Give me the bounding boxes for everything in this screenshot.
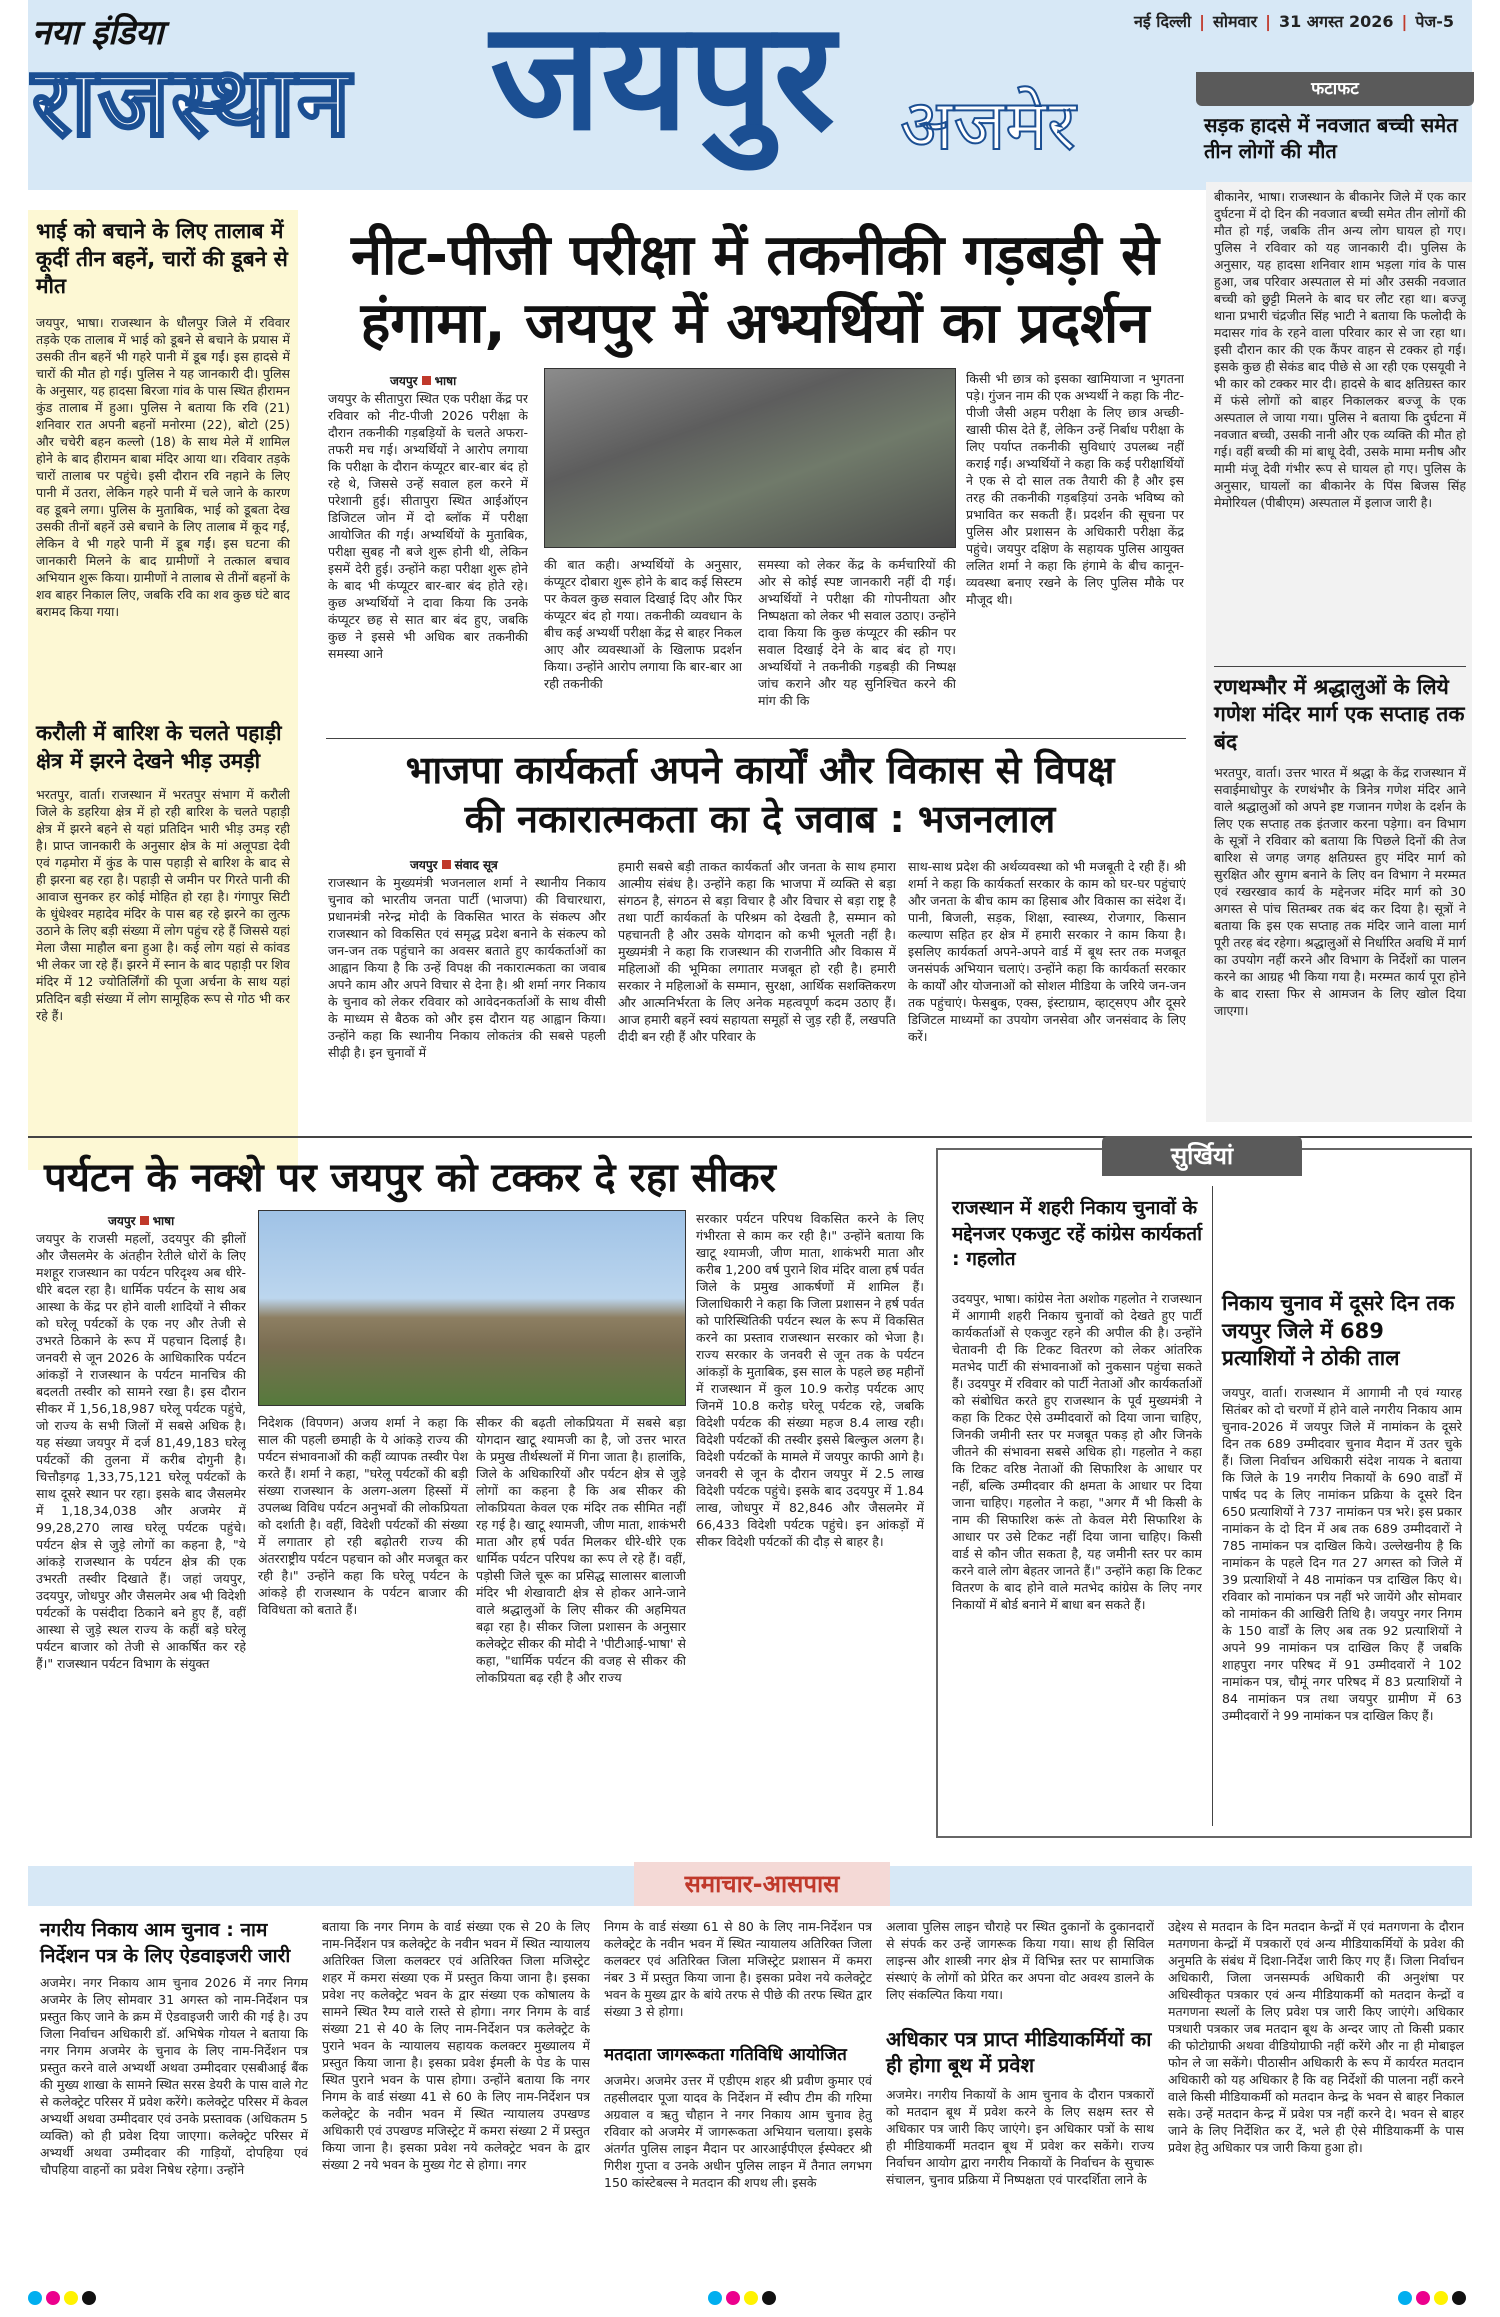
aaspas-col2: बताया कि नगर निगम के वार्ड संख्या एक से 20 के लिए नाम-निर्देशन पत्र कलेक्ट्रेट के नवीन भवन में स्थित न्यायालय अतिरिक्त जिला कलक्टर एवं अतिरिक्त जिला मजिस्ट्रेट शहर में कमरा संख्या एक में प्रस्तुत किया जाना है। इसका प्रवेश नए कलेक्ट्रेट भवन के द्वार संख्या एक कोषालय के सामने स्थित रैम्प वाले रास्ते से होगा। नगर निगम के वार्ड संख्या 21 से 40 के लिए नाम-निर्देशन पत्र कलेक्ट्रेट के पुराने भवन के न्यायालय सहायक कलक्टर मुख्यालय में प्रस्तुत किया जाना है। इसका प्रवेश ईमली के पेड के पास स्थित पुराने भवन के पास होगा। उन्होंने बताया कि नगर निगम के वार्ड संख्या 41 से 60 के लिए नाम-निर्देशन पत्र कलेक्ट्रेट के नवीन भवन में स्थित न्यायालय उपखण्ड अधिकारी एवं उपखण्ड मजिस्ट्रेट में कमरा संख्या 2 में प्रस्तुत किया जाना है। इसका प्रवेश नये कलेक्ट्रेट भवन के द्वार संख्या 2 नये भवन के मुख्य गेट से होगा। नगर <box>322 1919 590 2172</box>
bjp-headline-line2: की नकारात्मकता का दे जवाब : भजनलाल <box>464 796 1056 841</box>
protest-photo <box>544 368 956 548</box>
dateline-date: 31 अगस्त 2026 <box>1278 12 1394 31</box>
left-story2-headline: करौली में बारिश के चलते पहाड़ी क्षेत्र में झरने देखने भीड़ उमड़ी <box>36 721 282 773</box>
fatafat-label: फटाफट <box>1196 72 1474 106</box>
lead-col3: किसी भी छात्र को इसका खामियाजा न भुगतना पड़े। गुंजन नाम की एक अभ्यर्थी ने कहा कि नीट-पीजी जैसी अहम परीक्षा के लिए छात्र अच्छी-खासी फीस देते हैं, लेकिन उन्हें निर्बाध परीक्षा के लिए पर्याप्त तकनीकी सुविधाएं उपलब्ध नहीं कराई गईं। अभ्यर्थियों ने कहा कि कई परीक्षार्थियों ने एक से दो साल तक तैयारी की है और इस तरह की तकनीकी गड़बड़ियां उनके भविष्य को प्रभावित कर सकती हैं। प्रदर्शन की सूचना पर पुलिस और प्रशासन के अधिकारी परीक्षा केंद्र पहुंचे। जयपुर दक्षिण के सहायक पुलिस आयुक्त ललित शर्मा ने कहा कि हंगामे के बीच कानून-व्यवस्था बनाए रखने के लिए पुलिस मौके पर मौजूद थी। <box>966 371 1184 607</box>
yellow-dot <box>1434 2291 1448 2305</box>
sikar-col2: निदेशक (विपणन) अजय शर्मा ने कहा कि साल की पहली छमाही के ये आंकड़े राज्य की पर्यटन संभावनाओं की कहीं व्यापक तस्वीर पेश करते हैं। शर्मा ने कहा, "घरेलू पर्यटकों की बड़ी संख्या राजस्थान के अलग-अलग हिस्सों में उपलब्ध विविध पर्यटन अनुभवों की लोकप्रियता को दर्शाती है। वहीं, विदेशी पर्यटकों की संख्या में लगातार हो रही बढ़ोतरी राज्य की अंतरराष्ट्रीय पर्यटन पहचान को और मजबूत कर रही है।" उन्होंने कहा कि घरेलू पर्यटन के आंकड़े ही राजस्थान के पर्यटन बाजार की विविधता को बताते हैं। <box>258 1415 468 1617</box>
cyan-dot <box>708 2291 722 2305</box>
black-dot <box>1452 2291 1466 2305</box>
registration-marks <box>28 2290 1472 2310</box>
bjp-col3: साथ-साथ प्रदेश की अर्थव्यवस्था को भी मजबूती दे रही हैं। श्री शर्मा ने कहा कि कार्यकर्ता सरकार के काम को घर-घर पहुंचाएं और जनता के बीच काम का हिसाब और विकास का संदेश दें। पानी, बिजली, सड़क, शिक्षा, स्वास्थ्य, रोजगार, किसान कल्याण सहित हर क्षेत्र में हमारी सरकार ने काम किया है। इसलिए कार्यकर्ता अपने-अपने वार्ड में बूथ स्तर तक मजबूत जनसंपर्क अभियान चलाएं। उन्होंने कहा कि कार्यकर्ता सरकार के कार्यों और योजनाओं को सोशल मीडिया के जरिये जन-जन तक पहुंचाएं। फेसबुक, एक्स, इंस्टाग्राम, व्हाट्सएप और दूसरे डिजिटल माध्यमों का उपयोग जनसेवा और जनसंवाद के लिए करें। <box>908 859 1186 1044</box>
dateline-sep: | <box>1265 12 1271 31</box>
dateline-page: पेज-5 <box>1415 12 1455 31</box>
black-dot <box>82 2291 96 2305</box>
aaspas-label: समाचार-आसपास <box>634 1862 890 1906</box>
lead-col2a: की बात कही। अभ्यर्थियों के अनुसार, कंप्यूटर दोबारा शुरू होने के बाद कई सिस्टम पर केवल कुछ सवाल दिखाई दिए और फिर कंप्यूटर बंद हो गया। तकनीकी व्यवधान के बीच कई अभ्यर्थी परीक्षा केंद्र से बाहर निकल आए और व्यवस्थाओं के खिलाफ प्रदर्शन किया। उन्होंने आरोप लगाया कि बार-बार आ रही तकनीकी <box>544 557 742 691</box>
surkhiyan-story1-headline: राजस्थान में शहरी निकाय चुनावों के मद्देनजर एकजुट रहें कांग्रेस कार्यकर्ता : गहलोत <box>952 1197 1203 1271</box>
bjp-headline <box>330 746 1190 843</box>
dateline-city: नई दिल्ली <box>1134 12 1192 31</box>
sikar-col3: सीकर की बढ़ती लोकप्रियता में सबसे बड़ा योगदान खाटू श्यामजी का है, जो उत्तर भारत के प्रमुख तीर्थस्थलों में गिना जाता है। हालांकि, जिले के अधिकारियों और पर्यटन क्षेत्र से जुड़े लोगों का कहना है कि अब सीकर की लोकप्रियता केवल एक मंदिर तक सीमित नहीं रह गई है। खाटू श्यामजी, जीण माता, शाकंभरी माता और हर्ष पर्वत मिलकर धीरे-धीरे एक धार्मिक पर्यटन परिपथ का रूप ले रहे हैं। वहीं, पड़ोसी जिले चूरू का प्रसिद्ध सालासर बालाजी मंदिर भी शेखावाटी क्षेत्र से होकर आने-जाने वाले श्रद्धालुओं के लिए सीकर की अहमियत बढ़ा रहा है। सीकर जिला प्रशासन के अनुसार कलेक्ट्रेट सीकर की मोदी ने 'पीटीआई-भाषा' से कहा, "धार्मिक पर्यटन की वजह से सीकर की लोकप्रियता बढ़ रही है और राज्य <box>476 1415 686 1685</box>
left-story1-headline: भाई को बचाने के लिए तालाब में कूदीं तीन बहनें, चारों की डूबने से मौत <box>36 219 288 299</box>
edition-city-main: जयपुर <box>490 0 835 164</box>
cyan-dot <box>28 2291 42 2305</box>
black-dot <box>762 2291 776 2305</box>
aaspas-story2-headline: मतदाता जागरूकता गतिविधि आयोजित <box>604 2045 847 2065</box>
bjp-headline-line1: भाजपा कार्यकर्ता अपने कार्यों और विकास से विपक्ष <box>405 748 1115 792</box>
surkhiyan-label: सुर्खियां <box>1102 1136 1302 1176</box>
registration-right <box>1398 2290 1470 2309</box>
bjp-col1: राजस्थान के मुख्यमंत्री भजनलाल शर्मा ने स्थानीय निकाय चुनाव को भारतीय जनता पार्टी (भाजपा) की विचारधारा, प्रधानमंत्री नरेन्द्र मोदी के विकसित भारत के संकल्प और राजस्थान को विकसित एवं समृद्ध प्रदेश बनाने के संकल्प को जन-जन तक पहुंचाने का अवसर बताते हुए कार्यकर्ताओं का आह्वान किया है कि उन्हें विपक्ष की नकारात्मकता का जवाब अपने काम और अपने विचार से देना है। श्री शर्मा नगर निकाय के चुनाव को लेकर रविवार को आवेदनकर्ताओं के साथ वीसी के माध्यम से बैठक को और इस दौरान यह आह्वान किया। उन्होंने कहा कि स्थानीय निकाय लोकतंत्र की सबसे पहली सीढ़ी है। इन चुनावों में <box>328 875 606 1060</box>
ganesh-headline: रणथम्भौर में श्रद्धालुओं के लिये गणेश मंदिर मार्ग एक सप्ताह तक बंद <box>1214 675 1465 754</box>
divider <box>326 738 1186 739</box>
magenta-dot <box>1416 2291 1430 2305</box>
cyan-dot <box>1398 2291 1412 2305</box>
aaspas-col3a: निगम के वार्ड संख्या 61 से 80 के लिए नाम-निर्देशन पत्र कलेक्ट्रेट के नवीन भवन में स्थित न्यायालय अतिरिक्त जिला कलक्टर एवं अतिरिक्त जिला मजिस्ट्रेट प्रशासन में कमरा नंबर 3 में प्रस्तुत किया जाना है। इसका प्रवेश नये कलेक्ट्रेट भवन के मुख्य द्वार के बांये तरफ से पीछे की तरफ स्थित द्वार संख्या 3 से होगा। <box>604 1919 872 2019</box>
newspaper-logo: नया इंडिया <box>32 13 164 53</box>
lead-headline <box>320 222 1190 359</box>
byline-place: जयपुर <box>108 1214 136 1228</box>
sikar-byline <box>108 1212 174 1229</box>
magenta-dot <box>46 2291 60 2305</box>
aaspas-col4a: अलावा पुलिस लाइन चौराहे पर स्थित दुकानों के दुकानदारों से संपर्क कर उन्हें जागरूक किया गया। साथ ही सिविल लाइन्स और शास्त्री नगर क्षेत्र में विभिन्न स्तर पर सामाजिक संस्थाएं के लोगों को प्रेरित कर अपना वोट अवश्य डालने के लिए संकल्पित किया गया। <box>886 1919 1154 2002</box>
edition-city-sub: अजमेर <box>900 84 1076 166</box>
sikar-col4: सरकार पर्यटन परिपथ विकसित करने के लिए गंभीरता से काम कर रही है।" उन्होंने बताया कि खाटू श्यामजी, जीण माता, शाकंभरी माता और करीब 1,200 वर्ष पुराने शिव मंदिर वाला हर्ष पर्वत जिले के प्रमुख आकर्षणों में शामिल हैं। जिलाधिकारी ने कहा कि जिला प्रशासन ने हर्ष पर्वत को पारिस्थितिकी पर्यटन स्थल के रूप में विकसित करने का प्रस्ताव राजस्थान सरकार को भेजा है। राज्य सरकार के जनवरी से जून तक के पर्यटन आंकड़ों के मुताबिक, इस साल के पहले छह महीनों में राजस्थान में कुल 10.9 करोड़ पर्यटक आए जिनमें 10.8 करोड़ घरेलू पर्यटक रहे, जबकि विदेशी पर्यटक की संख्या महज 8.4 लाख रही। विदेशी पर्यटकों की तस्वीर इससे बिल्कुल अलग है। विदेशी पर्यटकों के मामले में जयपुर काफी आगे है। जनवरी से जून के दौरान जयपुर में 2.5 लाख विदेशी पर्यटक पहुंचे। इसके बाद उदयपुर में 1.84 लाख, जोधपुर में 82,846 और जैसलमेर में 66,433 विदेशी पर्यटक पहुंचे। इन आंकड़ों में सीकर विदेशी पर्यटकों की दौड़ से बाहर है। <box>696 1211 924 1549</box>
dateline-sep: | <box>1199 12 1205 31</box>
sikar-col1: जयपुर के राजसी महलों, उदयपुर की झीलों और जैसलमेर के अंतहीन रेतीले धोरों के लिए मशहूर राजस्थान का पर्यटन परिदृश्य अब धीरे-धीरे बदल रहा है। धार्मिक पर्यटन के साथ अब आस्था के केंद्र पर होने वाली शादियों ने सीकर को घरेलू पर्यटकों के एक नए और तेजी से उभरते ठिकाने के रूप में पहचान दिलाई है। जनवरी से जून 2026 के आधिकारिक पर्यटन आंकड़ों ने राजस्थान के पर्यटन मानचित्र की बदलती तस्वीर को सामने रखा है। इस दौरान सीकर में 1,56,18,987 घरेलू पर्यटक पहुंचे, जो राज्य के सभी जिलों में सबसे अधिक है। यह संख्या जयपुर में दर्ज 81,49,183 घरेलू पर्यटकों की तुलना में करीब दोगुनी है। चित्तौड़गढ़ 1,33,75,121 घरेलू पर्यटकों के साथ दूसरे स्थान पर रहा। इसके बाद जैसलमेर में 1,18,34,038 और अजमेर में 99,28,270 लाख घरेलू पर्यटक पहुंचे। पर्यटन क्षेत्र से जुड़े लोगों का कहना है, "ये आंकड़े राजस्थान के पर्यटन क्षेत्र की एक उभरती तस्वीर दिखाते हैं। जहां जयपुर, उदयपुर, जोधपुर और जैसलमेर अब भी विदेशी पर्यटकों के पसंदीदा ठिकाने बने हुए हैं, वहीं आस्था से जुड़े स्थल राज्य के कहीं बड़े घरेलू पर्यटन बाजार को तेजी से आकर्षित कर रहे हैं।" राजस्थान पर्यटन विभाग के संयुक्त <box>36 1231 246 1671</box>
byline-agency: संवाद सूत्र <box>454 858 498 872</box>
sikar-headline: पर्यटन के नक्शे पर जयपुर को टक्कर दे रहा सीकर <box>44 1155 776 1201</box>
fatafat-headline: सड़क हादसे में नवजात बच्ची समेत तीन लोगों की मौत <box>1204 113 1458 163</box>
byline-marker <box>422 376 431 385</box>
lead-headline-line2: हंगामा, जयपुर में अभ्यर्थियों का प्रदर्शन <box>360 291 1150 357</box>
left-story1-body: जयपुर, भाषा। राजस्थान के धौलपुर जिले में रविवार तड़के एक तालाब में भाई को डूबने से बचाने के प्रयास में उसकी तीन बहनें भी गहरे पानी में डूब गईं। इस हादसे में चारों की मौत हो गई। पुलिस ने यह जानकारी दी। पुलिस के अनुसार, यह हादसा बिरजा गांव के पास स्थित हीरामन कुंड तालाब में हुआ। पुलिस ने बताया कि रवि (21) शनिवार रात अपनी बहनों मनोरमा (22), बोटो (25) और चचेरी बहन कल्लो (18) के साथ मेले में शामिल होने के बाद हीरामन बाबा मंदिर आया था। रविवार तड़के चारों तालाब पर पहुंचे। इसी दौरान रवि नहाने के लिए पानी में उतरा, लेकिन गहरे पानी में चले जाने के कारण वह डूबने लगा। पुलिस के मुताबिक, भाई को डूबता देख उसकी तीनों बहनें उसे बचाने के लिए तालाब में कूद गईं, लेकिन वे भी गहरे पानी में डूब गईं। इस घटना की जानकारी मिलने के बाद ग्रामीणों ने तत्काल बचाव अभियान शुरू किया। ग्रामीणों ने तालाब से तीनों बहनों के शव बाहर निकाल लिए, जबकि रवि का शव कुछ घंटे बाद बरामद किया गया। <box>36 315 290 619</box>
surkhiyan-story1-body: उदयपुर, भाषा। कांग्रेस नेता अशोक गहलोत ने राजस्थान में आगामी शहरी निकाय चुनावों को देखते हुए पार्टी कार्यकर्ताओं से एकजुट रहने की अपील की है। उन्होंने चेतावनी दी कि टिकट वितरण को लेकर आंतरिक मतभेद पार्टी की संभावनाओं को नुकसान पहुंचा सकते हैं। उदयपुर में रविवार को पार्टी नेताओं और कार्यकर्ताओं को संबोधित करते हुए राजस्थान के पूर्व मुख्यमंत्री ने कहा कि टिकट ऐसे उम्मीदवारों को दिया जाना चाहिए, जिनकी जमीनी स्तर पर मजबूत पकड़ हो और जिनके जीतने की संभावना सबसे अधिक हो। गहलोत ने कहा कि टिकट वरिष्ठ नेताओं की सिफारिश के आधार पर नहीं, बल्कि उम्मीदवार की क्षमता के आधार पर दिया जाना चाहिए। गहलोत ने कहा, "अगर मैं भी किसी के नाम की सिफारिश करूं तो केवल मेरी सिफारिश के आधार पर उसे टिकट नहीं दिया जाना चाहिए। किसी वार्ड से कौन जीत सकता है, यह जमीनी स्तर पर काम करने वाले लोग बेहतर जानते हैं।" उन्होंने कहा कि टिकट वितरण के बाद होने वाले मतभेद कांग्रेस के लिए नगर निकायों में बोर्ड बनाने में बाधा बन सकते हैं। <box>952 1291 1202 1612</box>
lead-headline-line1: नीट-पीजी परीक्षा में तकनीकी गड़बड़ी से <box>350 223 1160 288</box>
dateline-day: सोमवार <box>1213 12 1258 31</box>
ganesh-body: भरतपुर, वार्ता। उत्तर भारत में श्रद्धा के केंद्र राजस्थान में सवाईमाधोपुर के रणथंभौर के त्रिनेत्र गणेश मंदिर आने वाले श्रद्धालुओं को अपने इष्ट गजानन गणेश के दर्शन के लिए एक सप्ताह तक इंतजार करना पड़ेगा। वन विभाग के सूत्रों ने रविवार को बताया कि पिछले दिनों की तेज बारिश से जगह जगह क्षतिग्रस्त हुए मंदिर मार्ग को सुरक्षित और सुगम बनाने के लिए वन विभाग ने मरम्मत एवं रखरखाव कार्य के मद्देनजर मंदिर मार्ग को 30 अगस्त से पांच सितम्बर तक बंद कर दिया है। सूत्रों ने बताया कि इस एक सप्ताह तक मंदिर जाने वाला मार्ग पूरी तरह बंद रहेगा। श्रद्धालुओं से निर्धारित अवधि में मार्ग का उपयोग नहीं करने और विभाग के निर्देशों का पालन करने का आग्रह भी किया गया है। मरम्मत कार्य पूरा होने के बाद रास्ता फिर से आमजन के लिए खोल दिया जाएगा। <box>1214 765 1466 1018</box>
aaspas-story1-headline: नगरीय निकाय आम चुनाव : नाम निर्देशन पत्र के लिए ऐडवाइजरी जारी <box>40 1919 291 1967</box>
aaspas-story3-headline: अधिकार पत्र प्राप्त मीडियाकर्मियों का ही होगा बूथ में प्रवेश <box>886 2027 1152 2078</box>
byline-agency: भाषा <box>152 1214 175 1228</box>
registration-left <box>28 2290 100 2309</box>
divider <box>1212 1186 1213 1826</box>
aaspas-story2-body: अजमेर। अजमेर उत्तर में एडीएम शहर श्री प्रवीण कुमार एवं तहसीलदार पूजा यादव के निर्देशन में स्वीप टीम की गरिमा अग्रवाल व ऋतु चौहान ने नगर निकाय आम चुनाव हेतु रविवार को अजमेर में जागरूकता अभियान चलाया। इसके अंतर्गत पुलिस लाइन मैदान पर आरआईपीएल ईस्पेक्टर श्री गिरीश गुप्ता व उनके अधीन पुलिस लाइन में तैनात लगभग 150 कांस्टेबल्स ने मतदान की शपथ ली। इसके <box>604 2073 872 2190</box>
byline-marker <box>442 860 451 869</box>
byline-marker <box>140 1216 149 1225</box>
magenta-dot <box>726 2291 740 2305</box>
surkhiyan-story2-body: जयपुर, वार्ता। राजस्थान में आगामी नौ एवं ग्यारह सितंबर को दो चरणों में होने वाले नगरीय निकाय आम चुनाव-2026 में जयपुर जिले में नामांकन के दूसरे दिन तक 689 उम्मीदवार चुनाव मैदान में उतर चुके हैं। जिला निर्वाचन अधिकारी संदेश नायक ने बताया कि जिले के 19 नगरीय निकायों के 690 वार्डों में पार्षद पद के लिए नामांकन प्रक्रिया के दूसरे दिन 650 प्रत्याशियों ने 737 नामांकन पत्र भरे। इस प्रकार नामांकन के दो दिन में अब तक 689 उम्मीदवारों ने 785 नामांकन पत्र दाखिल किये। उल्लेखनीय है कि नामांकन के पहले दिन गत 27 अगस्त को जिले में 39 प्रत्याशियों ने 48 नामांकन पत्र दाखिल किए थे। रविवार को नामांकन पत्र नहीं भरे जायेंगे और सोमवार को नामांकन की आखिरी तिथि है। जयपुर नगर निगम के 150 वार्डों के लिए अब तक 92 प्रत्याशियों ने अपने 99 नामांकन पत्र दाखिल किए हैं जबकि शाहपुरा नगर परिषद में 91 उम्मीदवारों ने 102 नामांकन पत्र, चौमूं नगर परिषद में 83 प्रत्याशियों ने 84 नामांकन पत्र तथा जयपुर ग्रामीण में 63 उम्मीदवारों ने 99 नामांकन पत्र दाखिल किए हैं। <box>1222 1385 1462 1723</box>
lead-byline <box>390 372 456 389</box>
bjp-col2: हमारी सबसे बड़ी ताकत कार्यकर्ता और जनता के साथ हमारा आत्मीय संबंध है। उन्होंने कहा कि भाजपा में व्यक्ति से बड़ा संगठन है, संगठन से बड़ा विचार है और विचार से बड़ा राष्ट्र है तथा पार्टी कार्यकर्ता के परिश्रम को देखती है, सम्मान को पहचानती है और उसके योगदान को कभी भूलती नहीं है। मुख्यमंत्री ने कहा कि राजस्थान की राजनीति और विकास में महिलाओं की भूमिका लगातार मजबूत हो रही है। हमारी सरकार ने महिलाओं के सम्मान, सुरक्षा, आर्थिक सशक्तिकरण और आत्मनिर्भरता के लिए अनेक महत्वपूर्ण कदम उठाए हैं। आज हमारी बहनें स्वयं सहायता समूहों से जुड़ रही हैं, लखपति दीदी बन रही हैं और परिवार के <box>618 859 896 1044</box>
lead-col2b: समस्या को लेकर केंद्र के कर्मचारियों की ओर से कोई स्पष्ट जानकारी नहीं दी गई। अभ्यर्थियों ने परीक्षा की गोपनीयता और निष्पक्षता को लेकर भी सवाल उठाए। उन्होंने दावा किया कि कुछ कंप्यूटर की स्क्रीन पर सवाल दिखाई देने के बाद बंद हो गए। अभ्यर्थियों ने तकनीकी गड़बड़ी की निष्पक्ष जांच कराने और यह सुनिश्चित करने की मांग की कि <box>758 557 956 708</box>
surkhiyan-story2-headline: निकाय चुनाव में दूसरे दिन तक जयपुर जिले में 689 प्रत्याशियों ने ठोकी ताल <box>1222 1291 1455 1371</box>
byline-agency: भाषा <box>434 374 457 388</box>
aaspas-story1-body: अजमेर। नगर निकाय आम चुनाव 2026 में नगर निगम अजमेर के लिए सोमवार 31 अगस्त को नाम-निर्देशन पत्र प्रस्तुत किए जाने के क्रम में ऐडवाइजरी जारी की गई है। उप जिला निर्वाचन अधिकारी डॉ. अभिषेक गोयल ने बताया कि नगर निगम अजमेर के चुनाव के लिए नाम-निर्देशन पत्र प्रस्तुत करने वाले अभ्यर्थी अथवा उम्मीदवार एसबीआई बैंक की मुख्य शाखा के सामने स्थित सरस डेयरी के पास वाले गेट से कलेक्ट्रेट परिसर में प्रवेश करेंगे। कलेक्ट्रेट परिसर में केवल अभ्यर्थी अथवा उम्मीदवार एवं उनके प्रस्तावक (अधिकतम 5 व्यक्ति) को ही प्रवेश दिया जाएगा। कलेक्ट्रेट परिसर में अभ्यर्थी अथवा उम्मीदवार की गाड़ियों, दोपहिया एवं चौपहिया वाहनों का प्रवेश निषेध रहेगा। उन्होंने <box>40 1975 308 2177</box>
bjp-byline <box>410 856 498 873</box>
fatafat-body: बीकानेर, भाषा। राजस्थान के बीकानेर जिले में एक कार दुर्घटना में दो दिन की नवजात बच्ची समेत तीन लोगों की मौत हो गई, जबकि तीन अन्य लोग घायल हो गए। पुलिस ने रविवार को यह जानकारी दी। पुलिस के अनुसार, यह हादसा शनिवार शाम भड़ला गांव के पास हुआ, जब परिवार अस्पताल से मां और उसकी नवजात बच्ची को छुट्टी मिलने के बाद घर लौट रहा था। बज्जू थाना प्रभारी चंद्रजीत सिंह भाटी ने बताया कि फलोदी के मदासर गांव के रहने वाला परिवार कार से जा रहा था। इसी दौरान कार की एक कैंपर वाहन से टक्कर हो गई। इसके कुछ ही सेकंड बाद पीछे से आ रही एक एसयूवी ने भी कार को टक्कर मार दी। हादसे के बाद क्षतिग्रस्त कार में फंसे लोगों को बाहर निकालकर बज्जू के एक अस्पताल ले जाया गया। पुलिस ने बताया कि दुर्घटना में नवजात बच्ची, उसकी नानी और एक व्यक्ति की मौत हो गई। वहीं बच्ची की मां बाधू देवी, उसके मामा मनीष और मामी मंजू देवी गंभीर रूप से घायल हो गए। पुलिस के अनुसार, घायलों का बीकानेर के पिंस बिजस सिंह मेमोरियल (पीबीएम) अस्पताल में इलाज जारी है। <box>1214 189 1466 510</box>
divider <box>1214 666 1466 667</box>
left-story2-body: भरतपुर, वार्ता। राजस्थान में भरतपुर संभाग में करौली जिले के डहरिया क्षेत्र में हो रही बारिश के चलते पहाड़ी क्षेत्र में झरने बहने से यहां प्रतिदिन भारी भीड़ उमड़ रही है। प्राप्त जानकारी के अनुसार क्षेत्र के मां अलूपडा देवी एवं गढ़मोरा में कुंड के पास पहाड़ी से बारिश के बाद से ही झरना बह रहा है। पहाड़ी से जमीन पर गिरते पानी की आवाज सुनकर हर कोई मोहित हो रहा है। गंगापुर सिटी के धुंधेश्वर महादेव मंदिर के पास बह रहे झरने का लुत्फ उठाने के लिए बड़ी संख्या में लोग पहुंच रहे हैं जिससे यहां मेला जैसा माहौल बना हुआ है। कई लोग यहां से कांवड भी लेकर जा रहे हैं। झरने में स्नान के बाद पहाड़ी पर शिव मंदिर में 12 ज्योतिर्लिंगों की पूजा अर्चना के साथ यहां प्रतिदिन बड़ी संख्या में लोग सामूहिक रूप से गोठ भी कर रहे हैं। <box>36 787 290 1023</box>
dateline-sep: | <box>1401 12 1408 31</box>
aaspas-col5: उद्देश्य से मतदान के दिन मतदान केन्द्रों में एवं मतगणना के दौरान मतगणना केन्द्रों में पत्रकारों एवं अन्य मीडियाकर्मियों के प्रवेश की अनुमति के संबंध में दिशा-निर्देश जारी किए गए हैं। जिला निर्वाचन अधिकारी, जिला जनसम्पर्क अधिकारी की अनुशंषा पर अधिस्वीकृत पत्रकार एवं अन्य मीडियाकर्मी को मतदान केन्द्रों व मतगणना स्थलों के लिए प्रवेश पत्र जारी किए जाएंगे। अधिकार पत्रधारी पत्रकार जब मतदान बूथ के अन्दर जाए तो किसी प्रकार की फोटोग्राफी अथवा वीडियोग्राफी नहीं करेंगे और ना ही मोबाइल फोन ले जा सकेंगे। पीठासीन अधिकारी के रूप में कार्यरत मतदान अधिकारी को यह अधिकार है कि वह निर्देशों की पालना नहीं करने वाले किसी मीडियाकर्मी को मतदान केन्द्र के भवन से बाहर निकाल सके। उन्हें मतदान केन्द्र में प्रवेश पत्र नहीं करने दे। भवन से बाहर जाने के लिए निर्देशित कर दें, भले ही ऐसे मीडियाकर्मी के पास प्रवेश हेतु अधिकार पत्र जारी किया हुआ हो। <box>1168 1919 1464 2155</box>
dateline <box>1130 10 1470 32</box>
registration-center <box>708 2290 780 2309</box>
aaspas-story3-body: अजमेर। नगरीय निकायों के आम चुनाव के दौरान पत्रकारों को मतदान बूथ में प्रवेश करने के लिए सक्षम स्तर से अधिकार पत्र जारी किए जाएंगे। इन अधिकार पत्रों के साथ ही मीडियाकर्मी मतदान बूथ में प्रवेश कर सकेंगे। राज्य निर्वाचन आयोग द्वारा नगरीय निकायों के निर्वाचन के सुचारू संचालन, चुनाव प्रक्रिया में निष्पक्षता एवं पारदर्शिता लाने के <box>886 2087 1154 2187</box>
byline-place: जयपुर <box>410 858 438 872</box>
byline-place: जयपुर <box>390 374 418 388</box>
yellow-dot <box>64 2291 78 2305</box>
fort-photo <box>258 1210 686 1406</box>
section-title: राजस्थान <box>32 46 353 158</box>
lead-col1: जयपुर के सीतापुरा स्थित एक परीक्षा केंद्र पर रविवार को नीट-पीजी 2026 परीक्षा के दौरान तकनीकी गड़बड़ियों के चलते अफरा-तफरी मच गई। अभ्यर्थियों ने आरोप लगाया कि परीक्षा के दौरान कंप्यूटर बार-बार बंद हो रहे थे, जिससे उन्हें सवाल हल करने में परेशानी हुई। सीतापुरा स्थित आईऑएन डिजिटल जोन में दो ब्लॉक में परीक्षा आयोजित की गई। अभ्यर्थियों के मुताबिक, परीक्षा सुबह नौ बजे शुरू होनी थी, लेकिन इसमें देरी हुई। उन्होंने कहा परीक्षा शुरू होने के बाद भी कंप्यूटर बार-बार बंद होते रहे। कुछ अभ्यर्थियों ने दावा किया कि उनके कंप्यूटर छह से सात बार बंद हुए, जबकि कुछ ने इससे भी अधिक बार तकनीकी समस्या आने <box>328 391 528 661</box>
yellow-dot <box>744 2291 758 2305</box>
